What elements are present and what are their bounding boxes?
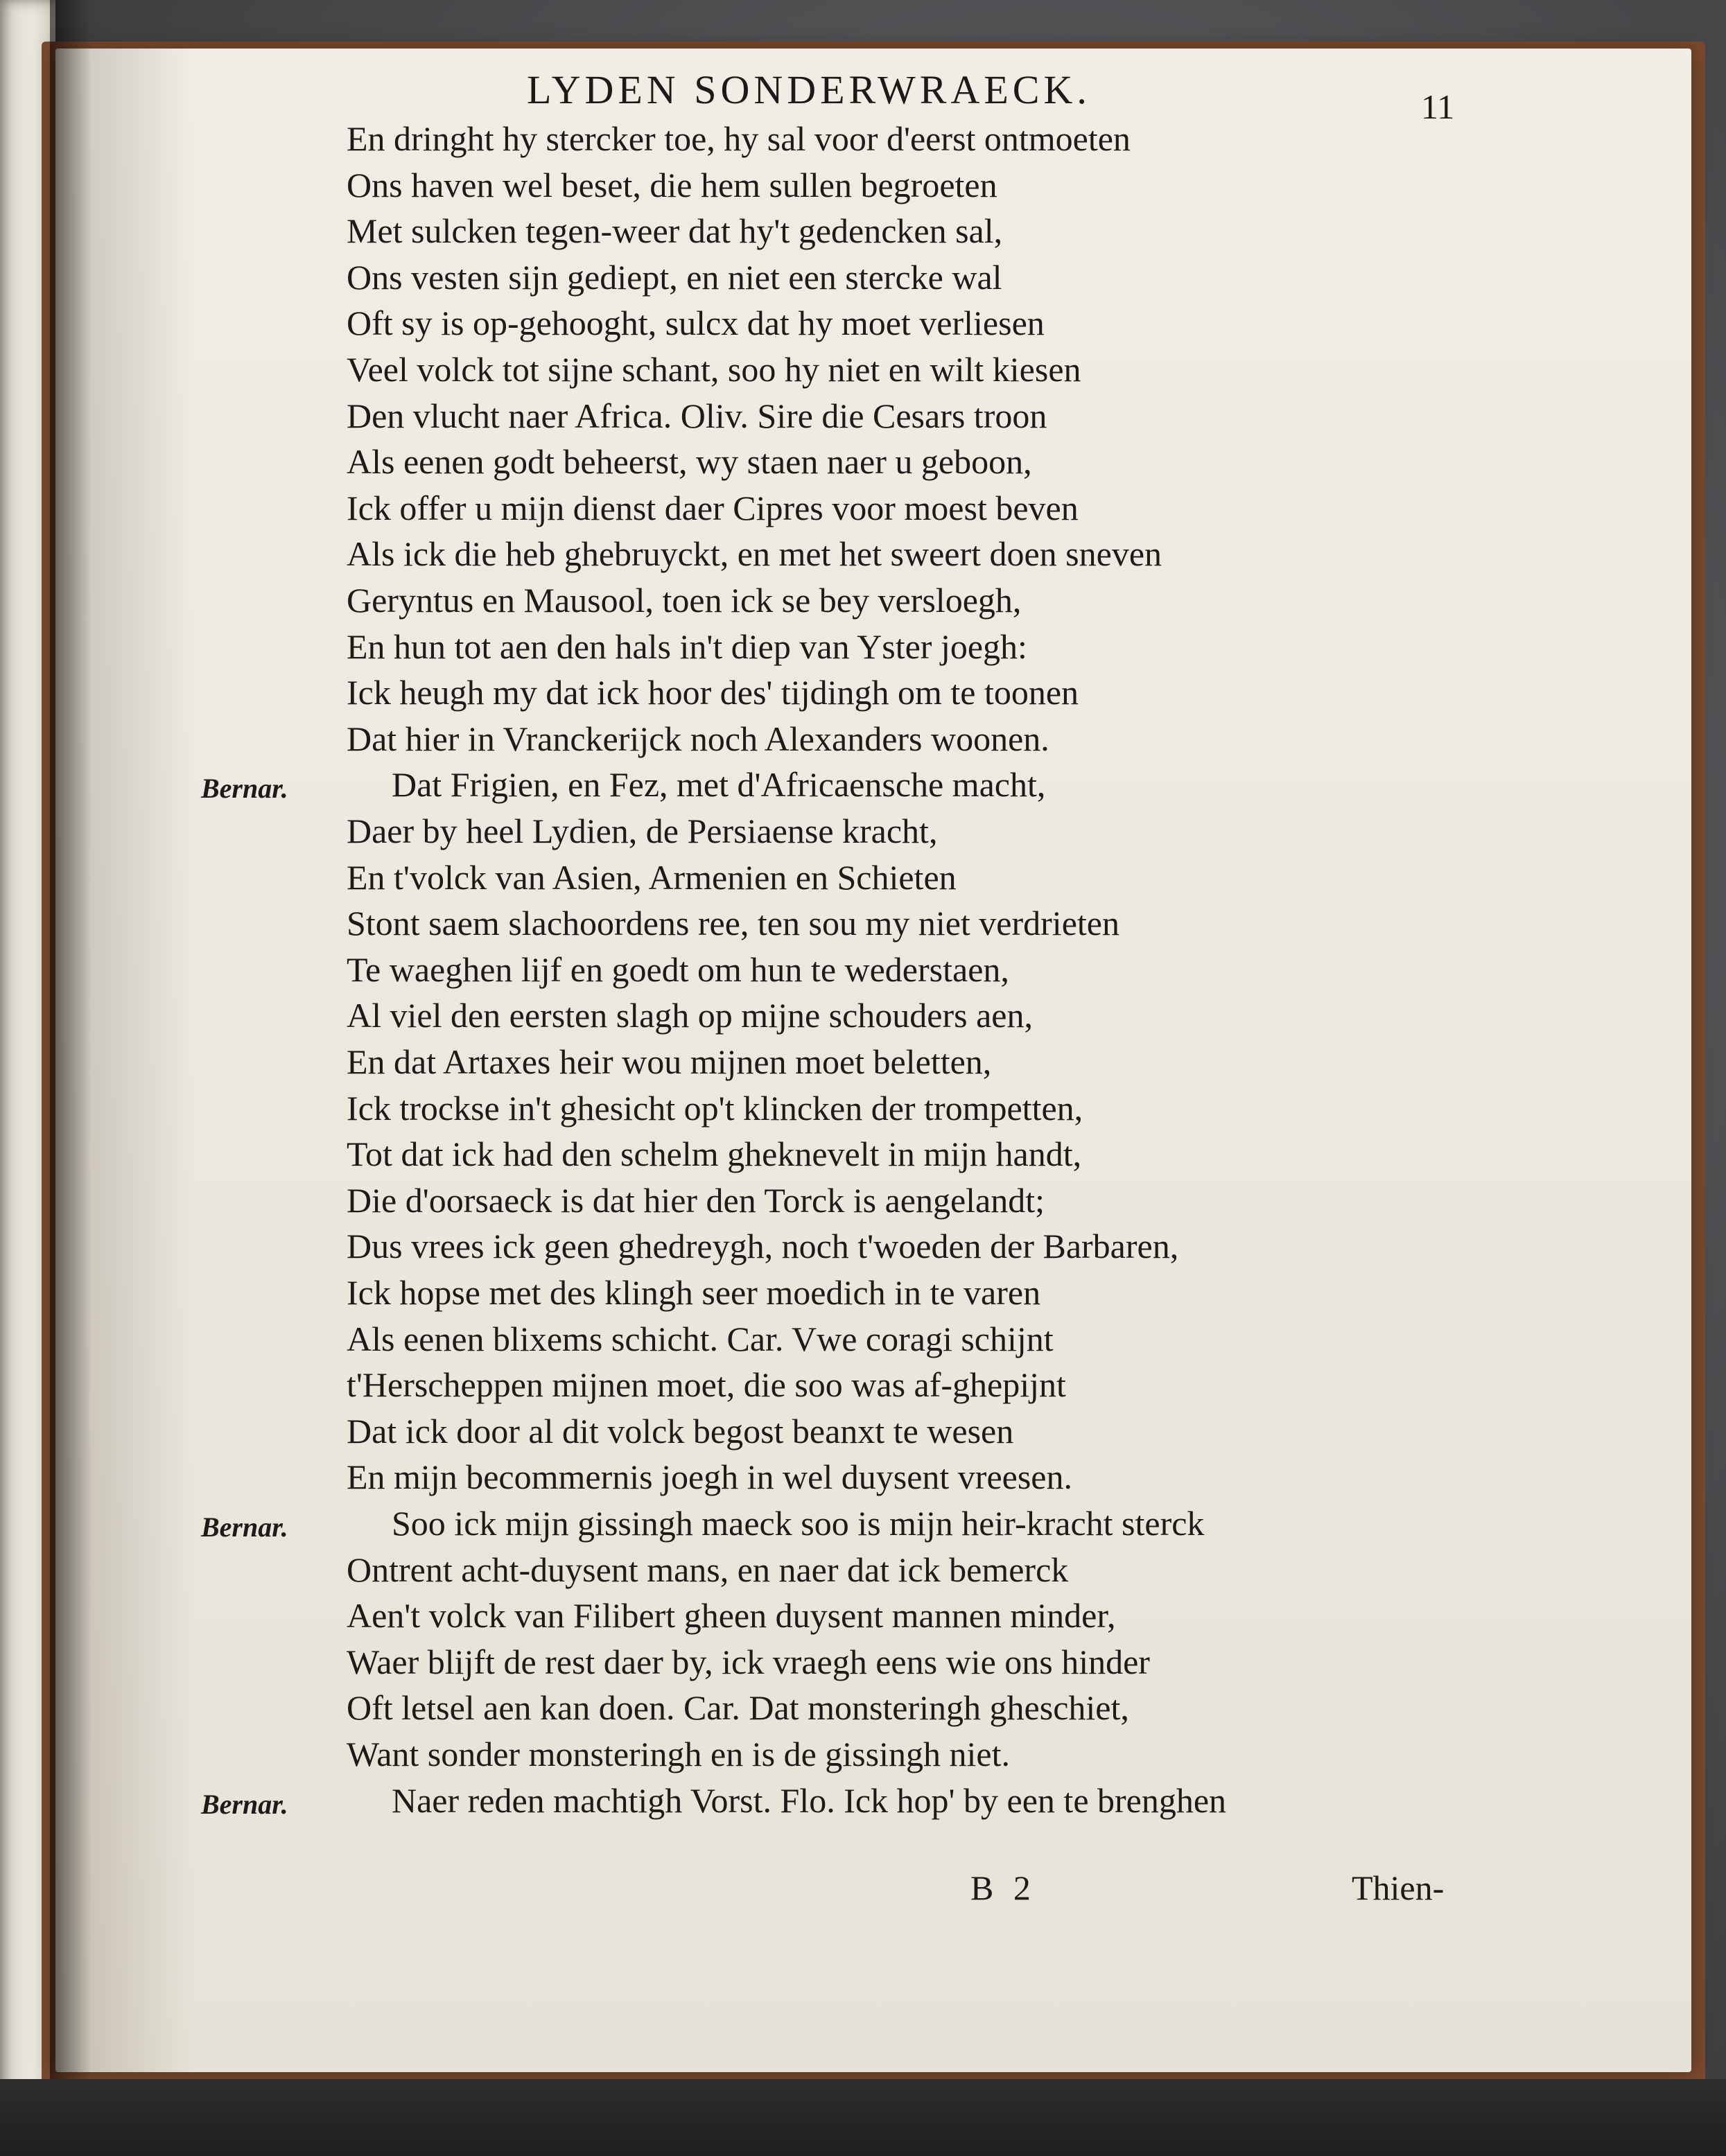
verse-line: Als eenen blixems schicht. Car. Vwe coragi schijnt <box>347 1319 1054 1358</box>
verse-line: Ick trockse in't ghesicht op't klincken der trompetten, <box>347 1088 1083 1128</box>
verse-line: En t'volck van Asien, Armenien en Schieten <box>347 857 957 897</box>
speaker-label: Bernar. <box>201 773 288 805</box>
verse-line: t'Herscheppen mijnen moet, die soo was af-ghepijnt <box>347 1365 1066 1405</box>
verse-line: En hun tot aen den hals in't diep van Yster joegh: <box>347 626 1027 666</box>
verse-line: Ick hopse met des klingh seer moedich in te varen <box>347 1273 1041 1312</box>
verse-line: En mijn becommernis joegh in wel duysent vreesen. <box>347 1457 1072 1497</box>
verse-line: En dringht hy stercker toe, hy sal voor d'eerst ontmoeten <box>347 119 1131 158</box>
verse-line: Ons vesten sijn gediept, en niet een stercke wal <box>347 257 1002 297</box>
verse-line: Dat hier in Vranckerijck noch Alexanders woonen. <box>347 719 1049 758</box>
verse-line: Tot dat ick had den schelm gheknevelt in mijn handt, <box>347 1134 1082 1174</box>
verse-line: Ontrent acht-duysent mans, en naer dat ick bemerck <box>347 1550 1069 1589</box>
verse-line: Naer reden machtigh Vorst. Flo. Ick hop' by een te brenghen <box>392 1780 1227 1820</box>
speaker-label: Bernar. <box>201 1511 288 1543</box>
verse-line: Waer blijft de rest daer by, ick vraegh eens wie ons hinder <box>347 1642 1150 1681</box>
verse-line: Dus vrees ick geen ghedreygh, noch t'woeden der Barbaren, <box>347 1227 1179 1266</box>
verse-line: Oft sy is op-gehooght, sulcx dat hy moet verliesen <box>347 304 1045 343</box>
verse-line: Dat ick door al dit volck begost beanxt te wesen <box>347 1411 1014 1451</box>
page-number: 11 <box>1421 87 1455 126</box>
verse-line: En dat Artaxes heir wou mijnen moet beletten, <box>347 1042 992 1081</box>
verse-line: Oft letsel aen kan doen. Car. Dat monsteringh gheschiet, <box>347 1688 1129 1728</box>
verse-line: Soo ick mijn gissingh maeck soo is mijn heir-kracht sterck <box>392 1504 1205 1543</box>
verse-line: Die d'oorsaeck is dat hier den Torck is aengelandt; <box>347 1180 1045 1220</box>
signature-mark: B 2 <box>970 1868 1036 1907</box>
verse-line: Aen't volck van Filibert gheen duysent mannen minder, <box>347 1596 1116 1636</box>
verse-line: Want sonder monsteringh en is de gissingh niet. <box>347 1735 1010 1773</box>
speaker-label: Bernar. <box>201 1788 288 1820</box>
verse-line: Ick heugh my dat ick hoor des' tijdingh om te toonen <box>347 673 1079 712</box>
catchword: Thien- <box>1352 1868 1445 1907</box>
verse-line: Al viel den eersten slagh op mijne schouders aen, <box>347 996 1033 1035</box>
verse-line: Daer by heel Lydien, de Persiaense kracht, <box>347 812 938 850</box>
verse-line: Ons haven wel beset, die hem sullen begroeten <box>347 165 997 204</box>
verse-line: Met sulcken tegen-weer dat hy't gedencken sal, <box>347 211 1003 251</box>
verse-line: Stont saem slachoordens ree, ten sou my niet verdrieten <box>347 904 1119 943</box>
verse-line: Den vlucht naer Africa. Oliv. Sire die Cesars troon <box>347 396 1047 435</box>
verse-line: Dat Frigien, en Fez, met d'Africaensche macht, <box>392 765 1046 805</box>
verse-line: Geryntus en Mausool, toen ick se bey versloegh, <box>347 581 1022 620</box>
verse-line: Als eenen godt beheerst, wy staen naer u geboon, <box>347 442 1032 482</box>
table-surface <box>0 2079 1726 2156</box>
verse-line: Als ick die heb ghebruyckt, en met het sweert doen sneven <box>347 534 1162 574</box>
verse-line: Te waeghen lijf en goedt om hun te wederstaen, <box>347 949 1009 989</box>
verse-line: Ick offer u mijn dienst daer Cipres voor moest beven <box>347 488 1079 527</box>
running-title: LYDEN SONDERWRAECK. <box>527 67 1091 112</box>
verse-line: Veel volck tot sijne schant, soo hy niet en wilt kiesen <box>347 350 1081 389</box>
